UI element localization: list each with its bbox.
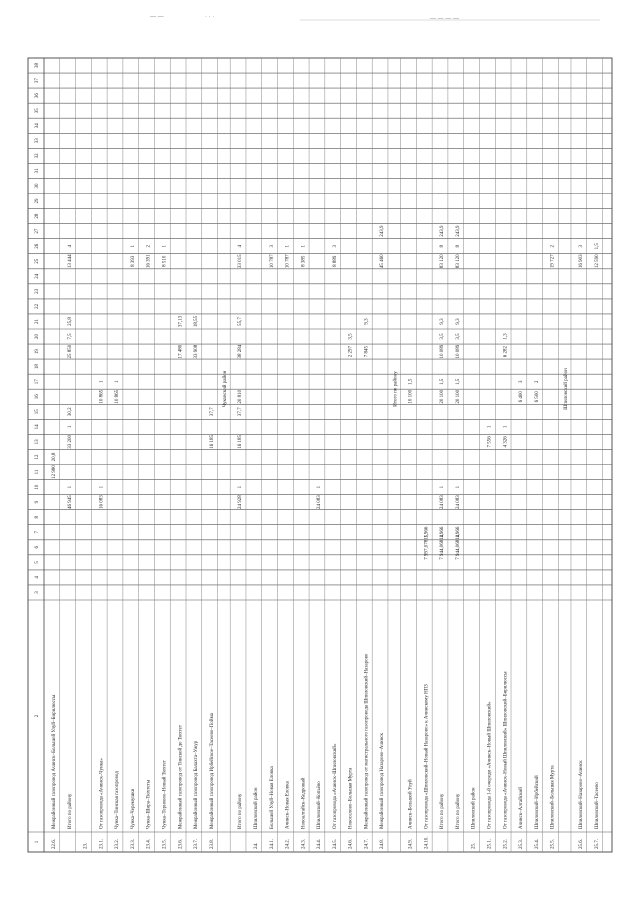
column-number-label: 35 xyxy=(35,108,40,114)
cell-value: 1 xyxy=(440,485,446,489)
column-number-label: 6 xyxy=(35,546,40,549)
cell-value: 6 282 xyxy=(503,345,509,358)
row-number: 24.8. xyxy=(380,839,386,849)
column-number-label: 11 xyxy=(35,469,40,475)
row-name: От газопровода «Ачинск–Шпиловский» xyxy=(332,743,338,829)
column-number-label: 7 xyxy=(35,531,40,534)
row-name: Итого по району xyxy=(455,793,461,829)
cell-value: 1 xyxy=(487,425,493,429)
cell-value: 37,7 xyxy=(209,407,215,417)
row-number: 23. xyxy=(83,842,89,849)
cell-value: 45 460 xyxy=(380,254,386,269)
row-name: От газопровода «Ачинск–Чунка» xyxy=(99,758,105,829)
column-number-label: 38 xyxy=(35,63,40,69)
table-row xyxy=(147,244,152,849)
cell-value: 6 400 xyxy=(519,391,525,403)
table-row xyxy=(349,333,354,849)
column-number-label: 19 xyxy=(35,349,40,355)
cell-value: 16 083 xyxy=(99,495,105,510)
row-name: Межрайонный газопровод от магистрального газопровода Шпиловский–Назарово xyxy=(364,653,370,829)
cell-value: 1,966 xyxy=(455,526,461,538)
cell-value: 55,7 xyxy=(238,317,244,326)
cell-value: 9,3 xyxy=(455,318,461,325)
cell-value: 7 944,06814 xyxy=(440,534,446,560)
row-name: Ачинск–Большой Улуй xyxy=(408,779,414,829)
table-row xyxy=(333,244,338,849)
column-number-label: 37 xyxy=(35,78,40,84)
cell-value: 2 xyxy=(550,244,556,248)
table-row xyxy=(238,244,243,829)
row-number: 23.6. xyxy=(178,839,184,849)
row-number: 24. xyxy=(254,842,259,849)
column-number-label: 33 xyxy=(35,138,40,144)
row-number: 24.10. xyxy=(424,836,430,849)
column-number-label: 1 xyxy=(35,840,40,844)
row-name: Чунка–Шира–Тюхтеты xyxy=(146,779,152,829)
row-number: 25.6. xyxy=(579,839,585,849)
cell-value: 12 590 xyxy=(594,254,600,269)
column-number-label: 29 xyxy=(35,198,40,204)
table-row xyxy=(254,787,259,849)
cell-value: 33 200 xyxy=(67,435,73,449)
column-number-label: 13 xyxy=(35,439,40,445)
cell-value: 10 865 xyxy=(99,389,105,404)
section-title: Итого по району xyxy=(393,371,399,407)
row-name: Межрайонный газопровод Ачинск–Большой Улуй–Бирилюссы xyxy=(52,694,58,829)
cell-value: 38 284 xyxy=(238,344,244,359)
cell-value: 1 xyxy=(503,425,509,429)
cell-value: 24 083 xyxy=(317,495,323,510)
column-number-label: 24 xyxy=(35,273,40,279)
cell-value: 2 297 xyxy=(348,345,354,358)
section-title: Чуковский район xyxy=(223,370,229,408)
row-number: 22.6. xyxy=(52,839,58,849)
row-number: 24.6. xyxy=(348,839,354,849)
row-number: 23.1. xyxy=(99,839,105,849)
cell-value: 3,5 xyxy=(455,333,461,340)
cell-value: 3 xyxy=(269,244,275,248)
table-row xyxy=(472,787,477,849)
column-number-label: 10 xyxy=(35,484,40,490)
cell-value: 83 120 xyxy=(440,254,446,269)
cell-value: 20,8 xyxy=(52,452,58,462)
cell-value: 1,3 xyxy=(503,333,509,340)
cell-value: 4 xyxy=(238,244,244,248)
cell-value: 243,9 xyxy=(380,225,386,237)
row-name: Итого по району xyxy=(67,793,73,829)
table-row xyxy=(519,380,524,849)
cell-value: 8 xyxy=(455,244,461,248)
scan-mark: · · · xyxy=(205,14,215,20)
column-number-label: 2 xyxy=(35,714,40,718)
cell-value: 16 185 xyxy=(238,435,244,449)
cell-value: 1,5 xyxy=(408,378,414,385)
cell-value: 3,5 xyxy=(348,333,354,340)
row-number: 25.3. xyxy=(519,839,525,849)
section-title: Шпиловский район xyxy=(564,368,570,410)
table-body xyxy=(52,225,600,849)
column-number-label: 3 xyxy=(35,591,40,594)
cell-value: 1 xyxy=(238,485,244,489)
row-number: 24.9. xyxy=(408,839,414,849)
cell-value: 8 385 xyxy=(301,255,307,267)
column-number-label: 21 xyxy=(35,318,40,324)
column-number-label: 34 xyxy=(35,123,40,129)
table-row xyxy=(115,380,120,849)
column-number-label: 16 xyxy=(35,394,40,400)
cell-value: 83 120 xyxy=(455,254,461,269)
cell-value: 37,7 xyxy=(238,407,244,417)
table-row xyxy=(68,244,73,829)
table-row xyxy=(178,315,183,849)
table-row xyxy=(301,244,306,849)
cell-value: 4 xyxy=(67,244,73,248)
row-number: 25.2. xyxy=(503,839,509,849)
cell-value: 2 xyxy=(534,380,540,383)
row-name: Шпиловский район xyxy=(254,787,259,829)
row-name: Итого по району xyxy=(440,793,446,829)
cell-value: 243,9 xyxy=(455,225,461,237)
row-number: 25.1. xyxy=(487,839,493,849)
table-row xyxy=(535,380,540,849)
row-name: Ачинск–Алтайский xyxy=(519,787,525,829)
table-row xyxy=(194,315,199,849)
cell-value: 1 xyxy=(317,485,323,489)
table-row xyxy=(503,333,508,849)
row-number: 23.7. xyxy=(194,839,200,849)
cell-value: 1,5 xyxy=(594,243,600,250)
row-number: 24.1. xyxy=(269,839,275,849)
row-name: От газопровода 1-й очереди «Ачинск–Новый Шпиловский» xyxy=(487,701,493,829)
table-row xyxy=(52,452,57,849)
cell-value: 9,3 xyxy=(440,318,446,325)
cell-value: 8 393 xyxy=(130,255,136,267)
table-row xyxy=(551,244,556,849)
row-name: Межрайонный газопровод от Тинской до Тюхтет xyxy=(178,724,184,829)
scan-edge-marks xyxy=(150,14,600,22)
table-row xyxy=(595,243,600,849)
table-row xyxy=(286,244,291,849)
cell-value: 20 810 xyxy=(238,389,244,404)
row-number: 25.4. xyxy=(534,839,540,849)
row-number: 24.2. xyxy=(285,839,291,849)
cell-value: 1,966 xyxy=(440,526,446,538)
cell-value: 1 xyxy=(115,380,121,383)
row-number: 24.3. xyxy=(301,839,307,849)
cell-value: 1,5 xyxy=(440,378,446,385)
cell-value: 3 xyxy=(332,244,338,248)
row-number: 24.5. xyxy=(332,839,338,849)
row-name: Новоалтайск–Кедровый xyxy=(301,777,307,829)
row-name: От газопровода «Шпиловский–Новый Назарово» к Ачинскому НПЗ xyxy=(424,684,430,829)
cell-value: 6 500 xyxy=(534,391,540,403)
row-name: Шпиловский район xyxy=(471,787,477,829)
table-row xyxy=(99,380,104,849)
row-name: Шпиловский–Большая Мурта xyxy=(550,765,556,829)
cell-value: 9,3 xyxy=(364,318,370,325)
cell-value: 30,2 xyxy=(67,407,73,417)
table-row xyxy=(409,378,414,849)
cell-value: 10 787 xyxy=(285,254,291,269)
column-number-label: 8 xyxy=(35,515,40,519)
row-name: Межрайонный газопровод Ирбейское–Тасеево–Пойма xyxy=(209,713,215,829)
row-number: 23.8. xyxy=(209,839,215,849)
cell-value: 1 xyxy=(455,485,461,489)
cell-value: 16 185 xyxy=(209,435,215,449)
scan-mark: — — — — xyxy=(430,16,460,22)
table-grid xyxy=(28,58,612,852)
cell-value: 1,966 xyxy=(424,526,430,538)
column-number-header xyxy=(35,63,40,844)
cell-value: 46 945 xyxy=(67,495,73,510)
column-number-label: 26 xyxy=(35,243,40,249)
cell-value: 1 xyxy=(285,244,291,248)
column-number-label: 4 xyxy=(35,576,40,579)
cell-value: 16 391 xyxy=(146,254,152,269)
row-name: Межрайонный газопровод Назарово–Ачинск xyxy=(380,733,386,829)
column-number-label: 27 xyxy=(35,228,40,234)
cell-value: 7 845 xyxy=(364,345,370,358)
column-number-label: 20 xyxy=(35,334,40,340)
column-number-label: 9 xyxy=(35,500,40,504)
row-name: От газопровода «Ачинск–Новый Шпиловский» Шпиловский–Бирилюссы xyxy=(503,671,509,829)
cell-value: 4 326 xyxy=(503,436,509,448)
cell-value: 10 089 xyxy=(455,344,461,359)
cell-value: 33 015 xyxy=(238,254,244,269)
cell-value: 3 xyxy=(519,380,525,383)
row-name: Чунка–Тинская газопровод xyxy=(115,771,121,829)
row-name: Ачинск–Новая Еловка xyxy=(285,781,291,829)
cell-value: 16 903 xyxy=(579,254,585,269)
table-row xyxy=(270,244,275,849)
column-number-label: 17 xyxy=(35,379,40,385)
cell-value: 7 944,06814 xyxy=(455,534,461,560)
cell-value: 1 xyxy=(162,244,168,248)
column-number-label: 31 xyxy=(35,168,40,174)
row-name: Шпиловский–Тасеево xyxy=(594,782,600,829)
cell-value: 10 787 xyxy=(269,254,275,269)
row-number: 23.4. xyxy=(146,839,152,849)
cell-value: 8 510 xyxy=(162,255,168,267)
cell-value: 1 xyxy=(99,380,105,383)
cell-value: 7,5 xyxy=(67,333,73,340)
cell-value: 20 100 xyxy=(440,389,446,404)
row-name: Новоселово–Большая Мурта xyxy=(348,767,354,829)
column-number-label: 25 xyxy=(35,258,40,264)
cell-value: 19 727 xyxy=(550,254,556,269)
cell-value: 24 928 xyxy=(238,495,244,510)
row-name: Чунка–Терновое–Новый Тюхтет xyxy=(162,760,168,829)
table-row xyxy=(380,225,385,849)
table-row xyxy=(488,425,493,849)
table-border xyxy=(28,58,612,852)
column-number-label: 22 xyxy=(35,303,40,309)
table-row xyxy=(84,843,89,849)
cell-value: 33 908 xyxy=(194,344,200,359)
column-number-label: 15 xyxy=(35,409,40,415)
table-row xyxy=(162,244,167,849)
table-row xyxy=(440,225,445,829)
cell-value: 20 100 xyxy=(455,389,461,404)
cell-value: 1 xyxy=(67,485,73,489)
cell-value: 37,13 xyxy=(178,315,184,328)
column-number-label: 28 xyxy=(35,213,40,219)
cell-value: 25,8 xyxy=(67,317,73,326)
table-row xyxy=(456,225,461,829)
row-name: Итого по району xyxy=(238,793,244,829)
cell-value: 1 xyxy=(130,244,136,248)
table-row xyxy=(210,407,215,849)
cell-value: 24 083 xyxy=(455,495,461,510)
table-row xyxy=(579,244,584,849)
column-number-label: 36 xyxy=(35,93,40,99)
cell-value: 3,5 xyxy=(440,333,446,340)
row-number: 24.7. xyxy=(364,839,370,849)
cell-value: 1 xyxy=(301,244,307,248)
cell-value: 10 865 xyxy=(115,389,121,404)
row-number: 25.5. xyxy=(550,839,556,849)
row-name: Большой Улуй–Новая Еловка xyxy=(269,766,275,829)
cell-value: 243,9 xyxy=(440,225,446,237)
row-number: 25.7. xyxy=(594,839,600,849)
row-number: 23.3. xyxy=(130,839,136,849)
cell-value: 1 xyxy=(67,425,73,429)
row-name: Межрайонный газопровод Балахта–Ужур xyxy=(194,740,200,829)
cell-value: 12 980 xyxy=(52,465,58,479)
column-number-label: 5 xyxy=(35,561,40,564)
table-row xyxy=(131,244,136,849)
column-number-label: 23 xyxy=(35,288,40,294)
row-name: Чунка–Черемушки xyxy=(130,788,136,829)
cell-value: 13 444 xyxy=(67,254,73,269)
row-number: 24.4. xyxy=(317,839,323,849)
row-number: 23.5. xyxy=(162,839,168,849)
row-name: Шпиловский–Копьёво xyxy=(317,781,323,829)
cell-value: 7 997,07815 xyxy=(424,534,430,560)
column-number-label: 14 xyxy=(35,424,40,430)
cell-value: 25 850 xyxy=(67,344,73,359)
row-number: 23.2. xyxy=(115,839,121,849)
cell-value: 24 083 xyxy=(440,495,446,510)
cell-value: 2 xyxy=(146,244,152,248)
row-name: Шпиловский–Назарово–Ачинск xyxy=(579,760,585,829)
cell-value: 10 100 xyxy=(408,389,414,404)
cell-value: 7 556 xyxy=(487,436,493,448)
table-row xyxy=(424,526,429,849)
row-name: Шпиловский–Ирбейский xyxy=(534,775,540,829)
cell-value: 8 889 xyxy=(332,255,338,267)
row-number: 25. xyxy=(471,842,477,849)
column-number-label: 12 xyxy=(35,454,40,460)
cell-value: 1,5 xyxy=(455,378,461,385)
cell-value: 10 089 xyxy=(440,344,446,359)
scan-mark: — — xyxy=(150,14,164,20)
column-number-label: 30 xyxy=(35,183,40,189)
cell-value: 17 480 xyxy=(178,344,184,359)
column-number-label: 18 xyxy=(35,364,40,370)
table-row xyxy=(364,318,369,849)
cell-value: 18,55 xyxy=(194,315,200,328)
cell-value: 3 xyxy=(579,244,585,248)
column-number-label: 32 xyxy=(35,153,40,159)
cell-value: 8 xyxy=(440,244,446,248)
cell-value: 1 xyxy=(99,485,105,489)
